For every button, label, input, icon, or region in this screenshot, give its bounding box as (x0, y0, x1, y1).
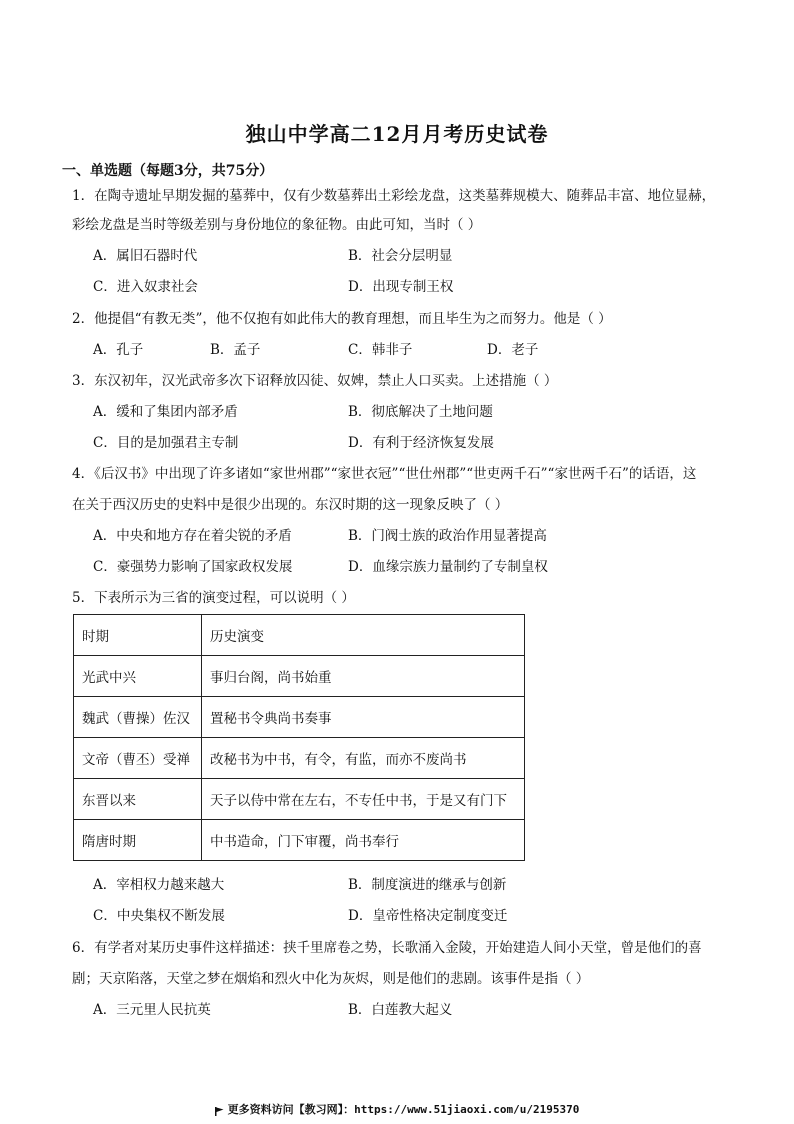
footer-link[interactable] (0, 1101, 794, 1117)
question-3-option-d: D．有利于经济恢复发展 (348, 435, 494, 451)
question-2-option-d: D．老子 (487, 342, 539, 358)
table-cell: 东晋以来 (74, 779, 202, 820)
question-4-line-1: 4．《后汉书》中出现了许多诸如“家世州郡”“家世衣冠”“世仕州郡”“世吏两千石”“家世两千石”的话语，这 (72, 466, 697, 482)
question-5-option-a: A．宰相权力越来越大 (93, 877, 225, 893)
question-6-line-2: 剧；天京陷落，天堂之梦在烟焰和烈火中化为灰烬，则是他们的悲剧。该事件是指（ ） (72, 971, 590, 987)
question-3-option-b: B．彻底解决了土地问题 (348, 404, 493, 420)
question-1-option-c: C．进入奴隶社会 (93, 279, 198, 295)
table-row (74, 697, 525, 738)
footer-text: 更多资料访问【教习网】：https://www.51jiaoxi.com/u/2195370 (227, 1103, 580, 1116)
question-1-option-b: B．社会分层明显 (348, 248, 453, 264)
question-3-option-c: C．目的是加强君主专制 (93, 435, 239, 451)
history-table (73, 614, 525, 861)
table-header-row (74, 615, 525, 656)
table-cell: 光武中兴 (74, 656, 202, 697)
flag-icon (215, 1106, 224, 1115)
question-4-line-2: 在关于西汉历史的史料中是很少出现的。东汉时期的这一现象反映了（ ） (72, 497, 509, 513)
question-2-line-1: 2．他提倡“有教无类”，他不仅抱有如此伟大的教育理想，而且毕生为之而努力。他是（ ） (72, 311, 612, 327)
table-row (74, 738, 525, 779)
question-3-option-a: A．缓和了集团内部矛盾 (93, 404, 238, 420)
table-row (74, 820, 525, 861)
table-cell: 隋唐时期 (74, 820, 202, 861)
question-5-option-d: D．皇帝性格决定制度变迁 (348, 908, 508, 924)
table-cell: 改秘书为中书，有令，有监，而亦不废尚书 (202, 738, 525, 779)
question-1-line-2: 彩绘龙盘是当时等级差别与身份地位的象征物。由此可知，当时（ ） (72, 217, 482, 233)
question-1-option-d: D．出现专制王权 (348, 279, 454, 295)
question-6-option-a: A．三元里人民抗英 (93, 1002, 211, 1018)
table-cell: 事归台阁，尚书始重 (202, 656, 525, 697)
table-cell: 天子以侍中常在左右，不专任中书，于是又有门下 (202, 779, 525, 820)
section-heading: 一、单选题（每题3分，共75分） (62, 163, 274, 179)
question-2-option-a: A．孔子 (93, 342, 144, 358)
exam-title: 独山中学高二12月月考历史试卷 (245, 122, 549, 146)
table-cell: 置秘书令典尚书奏事 (202, 697, 525, 738)
question-1-option-a: A．属旧石器时代 (93, 248, 198, 264)
question-4-option-b: B．门阀士族的政治作用显著提高 (348, 528, 547, 544)
question-2-option-b: B．孟子 (210, 342, 261, 358)
question-3-line-1: 3．东汉初年，汉光武帝多次下诏释放囚徒、奴婢，禁止人口买卖。上述措施（ ） (72, 373, 558, 389)
table-header-cell: 历史演变 (202, 615, 525, 656)
question-2-option-c: C．韩非子 (348, 342, 413, 358)
question-4-option-c: C．豪强势力影响了国家政权发展 (93, 559, 293, 575)
table-cell: 中书造命，门下审覆，尚书奉行 (202, 820, 525, 861)
table-header-cell: 时期 (74, 615, 202, 656)
question-5-option-c: C．中央集权不断发展 (93, 908, 225, 924)
question-4-option-d: D．血缘宗族力量制约了专制皇权 (348, 559, 548, 575)
question-6-option-b: B．白莲教大起义 (348, 1002, 453, 1018)
table-row (74, 656, 525, 697)
question-1-line-1: 1．在陶寺遗址早期发掘的墓葬中，仅有少数墓葬出土彩绘龙盘，这类墓葬规模大、随葬品丰富、地位显赫， (72, 188, 716, 204)
question-4-option-a: A．中央和地方存在着尖锐的矛盾 (93, 528, 292, 544)
question-6-line-1: 6．有学者对某历史事件这样描述：挟千里席卷之势，长歌涌入金陵，开始建造人间小天堂，曾是他们的喜 (72, 940, 702, 956)
question-5-line-1: 5．下表所示为三省的演变过程，可以说明（ ） (72, 590, 355, 606)
table-cell: 魏武（曹操）佐汉 (74, 697, 202, 738)
question-5-option-b: B．制度演进的继承与创新 (348, 877, 507, 893)
table-cell: 文帝（曹丕）受禅 (74, 738, 202, 779)
table-row (74, 779, 525, 820)
